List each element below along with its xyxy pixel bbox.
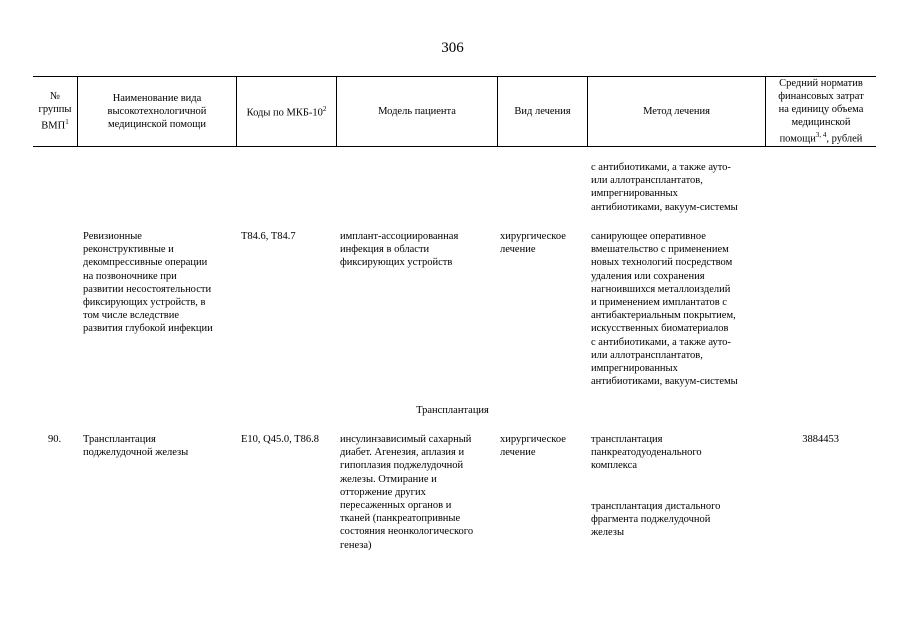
row-revision-model: имплант-ассоциированная инфекция в области фиксирующих устройств <box>340 231 459 269</box>
header-icd-codes <box>237 76 336 146</box>
header-icd-codes-label: Коды по МКБ-10 <box>246 107 323 119</box>
row-90-treatment-type: хирургическое лечение <box>500 434 566 459</box>
header-cost <box>766 76 876 146</box>
header-care-type-label: Наименование вида высокотехнологичной медицинской помощи <box>107 92 207 130</box>
row-revision-treatment-type: хирургическое лечение <box>500 231 566 256</box>
row-revision-method: санирующее оперативное вмешательство с применением новых технологий посредством удаления или сохранения нагноившихся металлоизделий и применением имплантатов с антибактериальным покрытием, искусственных биоматериалов с антибиотиками, а также ауто- или аллотрансплантатов, импрегнированных антибиотиками, вакуум-системы <box>591 231 738 388</box>
continuation-method: с антибиотиками, а также ауто- или аллотрансплантатов, импрегнированных антибиотиками, вакуум-системы <box>591 162 738 213</box>
row-revision-codes: T84.6, T84.7 <box>241 231 296 242</box>
header-patient-model <box>337 76 497 146</box>
row-90-number: 90. <box>48 434 62 445</box>
row-90-cost: 3884453 <box>802 434 839 445</box>
row-90-model: инсулинзависимый сахарный диабет. Агенезия, аплазия и гипоплазия поджелудочной железы. Отмирание и отторжение других пересаженных органов и тканей (панкреатопривные состояния неонкологического генеза) <box>340 434 474 551</box>
page-number: 306 <box>441 40 464 56</box>
row-90-codes: E10, Q45.0, T86.8 <box>241 434 319 445</box>
header-treatment-method-label: Метод лечения <box>643 105 710 117</box>
header-treatment-type-label: Вид лечения <box>514 105 571 117</box>
footnote-ref: 2 <box>322 104 327 113</box>
header-cost-label: Средний норматив финансовых затрат на единицу объема медицинской помощи <box>778 77 864 145</box>
row-revision-name: Ревизионные реконструктивные и декомпрессивные операции на позвоночнике при развитии несостоятельности фиксирующих устройств, в том числе вследствие развития глубокой инфекции <box>83 231 213 335</box>
header-care-type <box>78 76 236 146</box>
section-title: Трансплантация <box>416 405 489 416</box>
header-group-number <box>33 76 77 146</box>
footnote-ref: 1 <box>65 117 69 126</box>
footnote-ref: 3, 4 <box>815 130 827 139</box>
header-bottom-border <box>33 146 876 147</box>
header-patient-model-label: Модель пациента <box>378 105 456 117</box>
header-group-number-label: № группы ВМП <box>38 90 72 132</box>
row-90-name: Трансплантация поджелудочной железы <box>83 434 189 459</box>
header-cost-suffix: , рублей <box>826 133 863 145</box>
row-90-method-1: трансплантация панкреатодуоденального комплекса <box>591 434 702 472</box>
header-treatment-method <box>588 76 765 146</box>
header-treatment-type <box>498 76 587 146</box>
row-90-method-2: трансплантация дистального фрагмента поджелудочной железы <box>591 501 721 539</box>
